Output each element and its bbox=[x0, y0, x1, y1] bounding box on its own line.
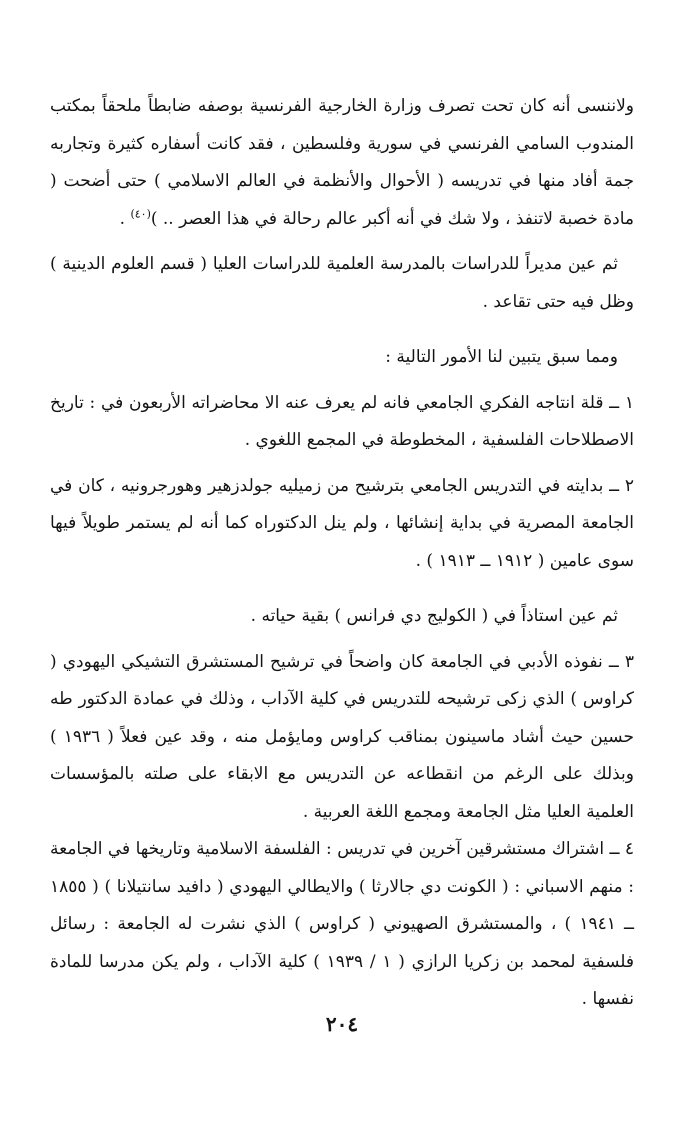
paragraph-massignon-travels bbox=[50, 88, 634, 238]
footnote-reference: (٤٠) bbox=[130, 206, 151, 220]
paragraph-director-appointment: ثم عين مديراً للدراسات بالمدرسة العلمية للدراسات العليا ( قسم العلوم الدينية ) وظل فيه حتى تقاعد . bbox=[50, 254, 634, 312]
list-item-4: ٤ ــ اشتراك مستشرقين آخرين في تدريس : الفلسفة الاسلامية وتاريخها في الجامعة : منهم الاسباني : ( الكونت دي جالارثا ) والايطالي اليهودي ( دافيد سانتيلانا ) ( ١٨٥٥ ــ ١٩٤١ ) ، والمستشرق الصهيوني ( كراوس ) الذي نشرت له الجامعة : رسائل فلسفية لمحمد بن زكريا الرازي ( ١ / ١٩٣٩ ) كلية الآداب ، ولم يكن مدرسا للمادة نفسها . bbox=[50, 839, 634, 1009]
paragraph-end-mark: . bbox=[119, 208, 131, 229]
document-body bbox=[50, 88, 634, 1019]
page-number: ٢٠٤ bbox=[325, 1012, 359, 1036]
list-item-3: ٣ ــ نفوذه الأدبي في الجامعة كان واضحاً في ترشيح المستشرق التشيكي اليهودي ( كراوس ) الذي زكى ترشيحه للتدريس في كلية الآداب ، وذلك في عمادة الدكتور طه حسين حيث أشاد ماسينون بمناقب كراوس ومايؤمل منه ، وقد عين فعلاً ( ١٩٣٦ ) وبذلك على الرغم من انقطاعه عن التدريس مع الابقاء على صلته بالمؤسسات العلمية العليا مثل الجامعة ومجمع اللغة العربية . bbox=[50, 651, 634, 822]
list-item-1: ١ ــ قلة انتاجه الفكري الجامعي فانه لم يعرف عنه الا محاضراته الأربعون في : تاريخ الاصطلاحات الفلسفية ، المخطوطة في المجمع اللغوي . bbox=[50, 392, 634, 450]
list-item-2: ٢ ــ بدايته في التدريس الجامعي بترشيح من زميليه جولدزهير وهورجرونيه ، كان في الجامعة المصرية في بداية إنشائها ، ولم ينل الدكتوراه كما أنه لم يستمر طويلاً فيها سوى عامين ( ١٩١٢ ــ ١٩١٣ ) . bbox=[50, 475, 634, 571]
paragraph-conclusions-intro: ومما سبق يتبين لنا الأمور التالية : bbox=[385, 347, 618, 367]
paragraph-text: ولاننسى أنه كان تحت تصرف وزارة الخارجية الفرنسية بوصفه ضابطاً ملحقاً بمكتب المندوب السامي الفرنسي في سورية وفلسطين ، فقد كانت أسفاره كثيرة وتجاربه جمة أفاد منها في تدريسه ( الأحوال والأنظمة في العالم الاسلامي ) حتى أضحت ( مادة خصبة لاتنفذ ، ولا شك في أنه أكبر عالم رحالة في هذا العصر .. ) bbox=[50, 96, 634, 229]
paragraph-college-de-france: ثم عين استاذاً في ( الكوليج دي فرانس ) بقية حياته . bbox=[250, 606, 618, 626]
